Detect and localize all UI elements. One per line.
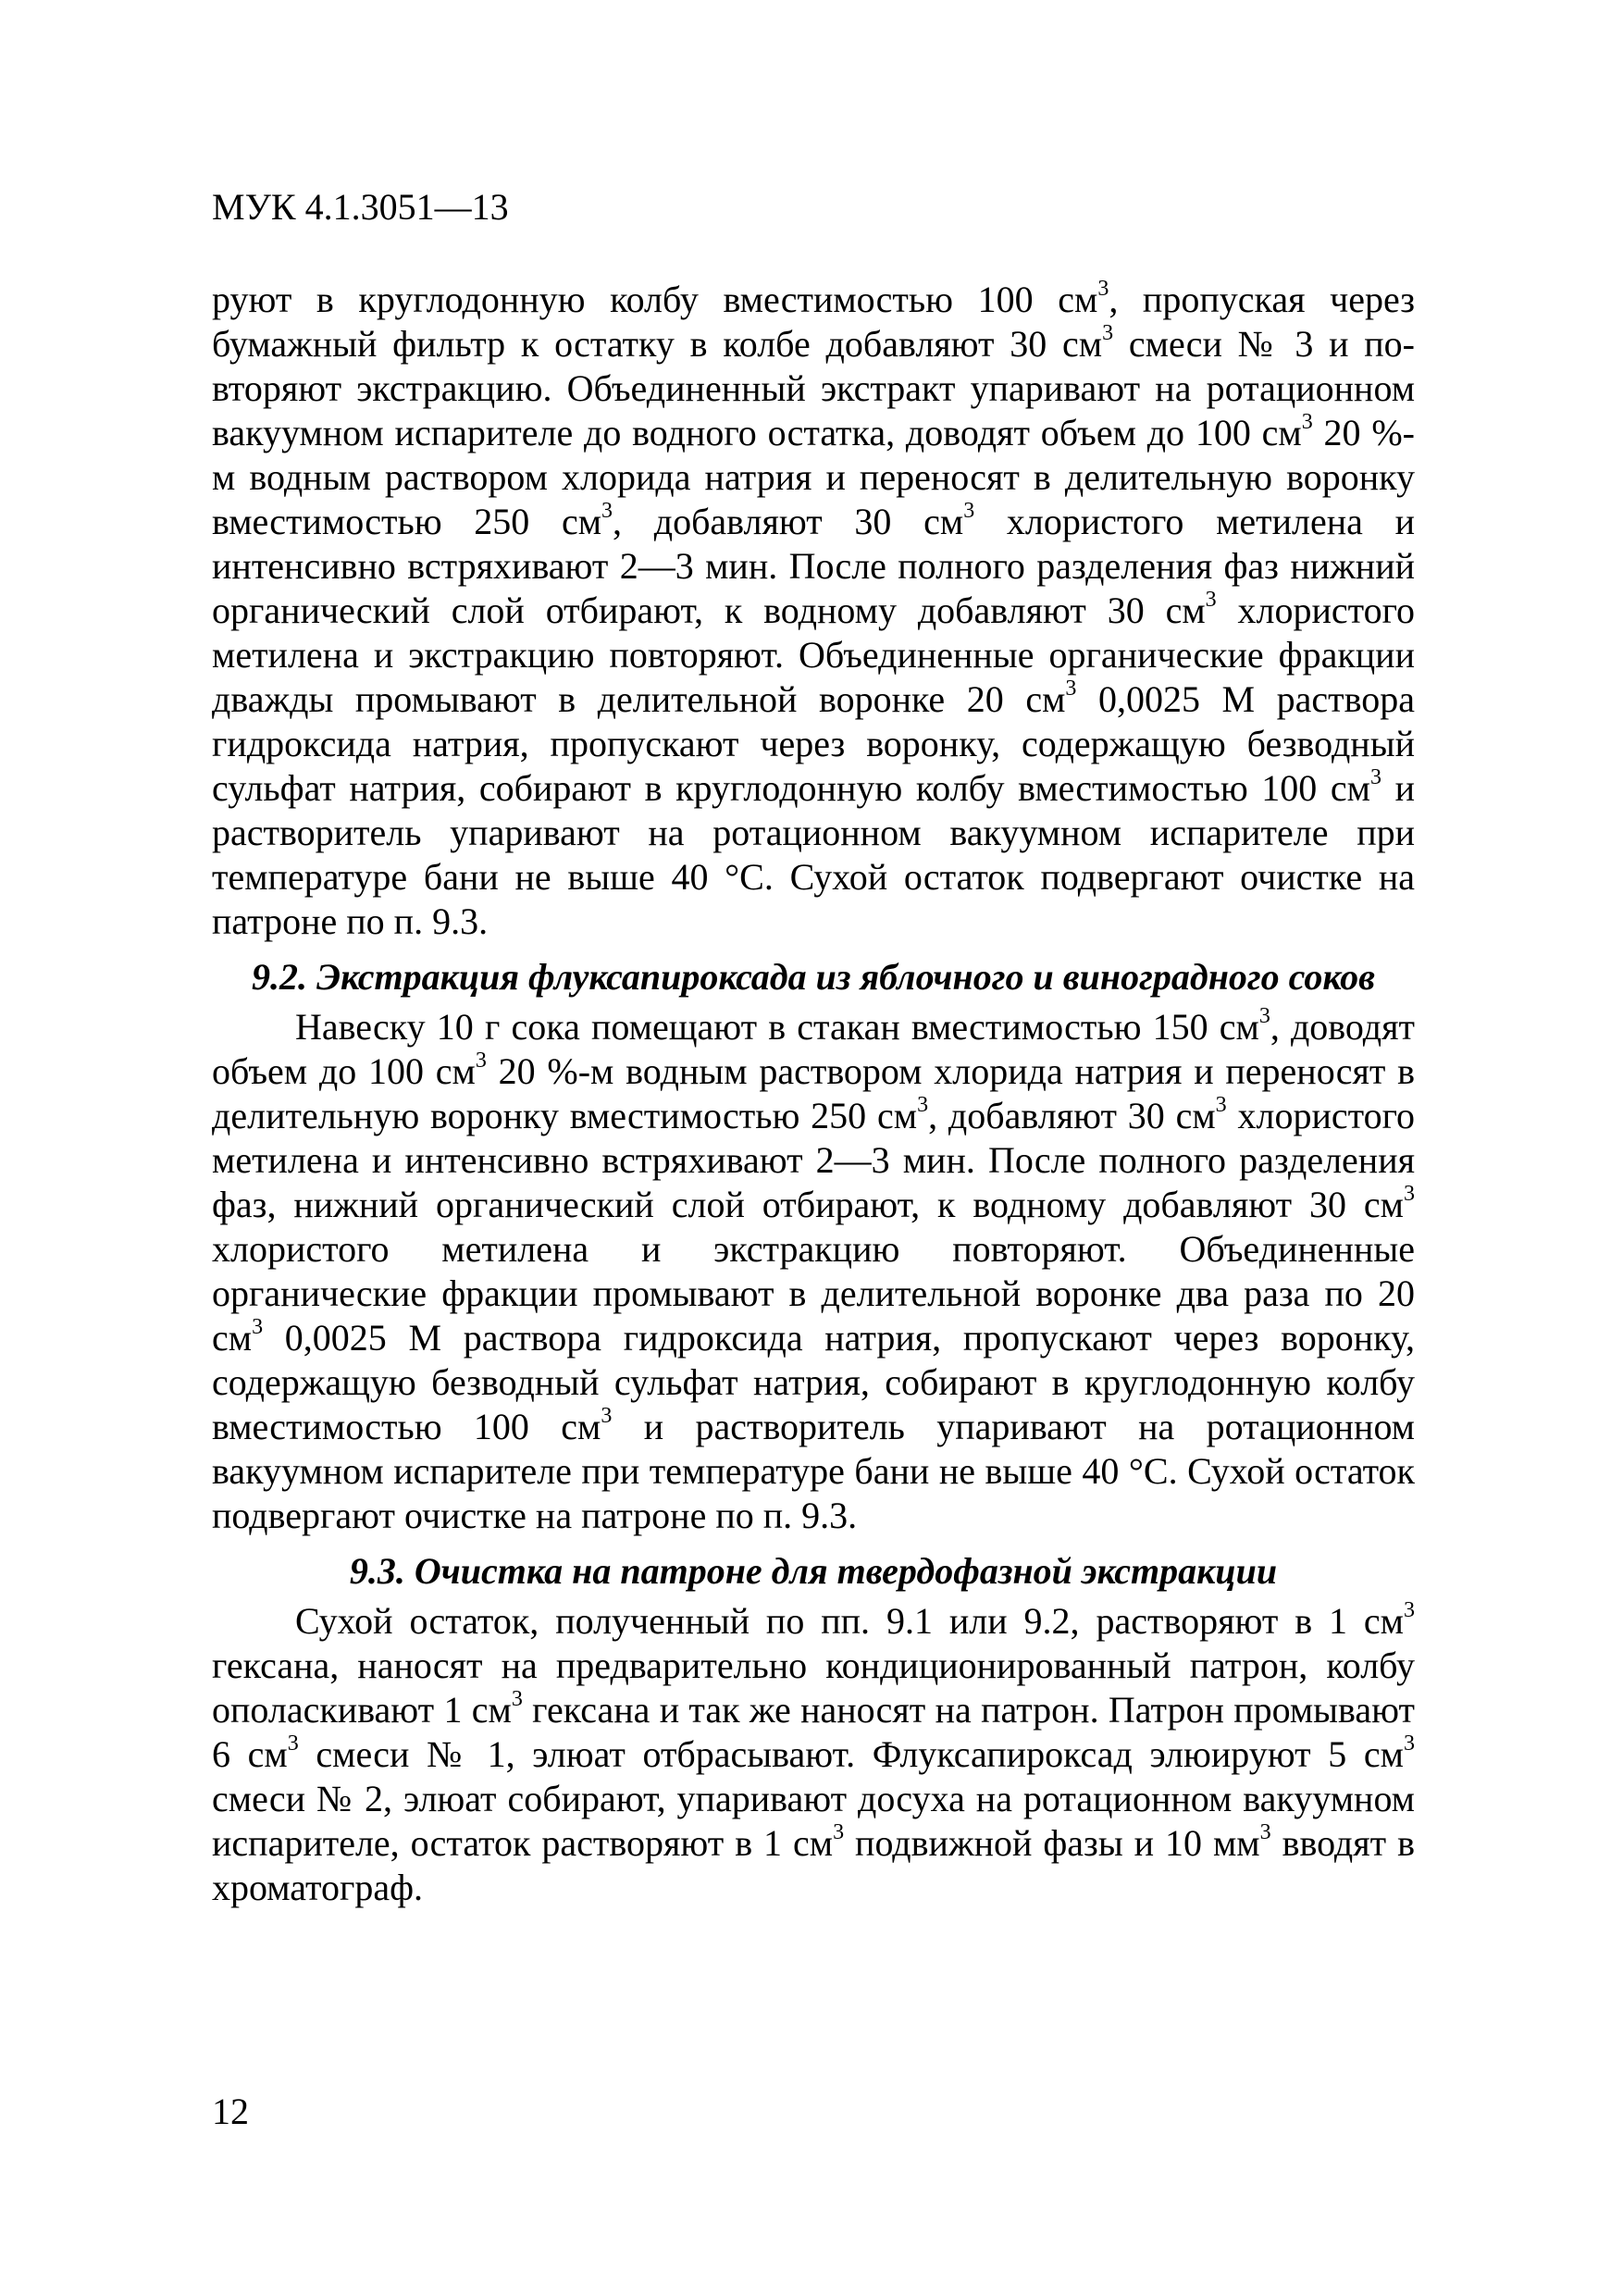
superscript-3: 3: [1258, 1003, 1270, 1028]
superscript-3: 3: [1301, 409, 1313, 434]
superscript-3: 3: [1065, 676, 1077, 701]
superscript-3: 3: [601, 1403, 613, 1428]
running-head: МУК 4.1.3051—13: [212, 186, 509, 228]
superscript-3: 3: [475, 1048, 487, 1073]
superscript-3: 3: [1215, 1092, 1227, 1117]
superscript-3: 3: [963, 498, 975, 523]
superscript-3: 3: [1102, 320, 1114, 345]
superscript-3: 3: [917, 1092, 929, 1117]
section-heading-9-2: 9.2. Экстракция флуксапироксада из яблочного и виноградного соков: [251, 956, 1376, 998]
superscript-3: 3: [511, 1686, 523, 1711]
section-heading-9-3: 9.3. Очистка на патроне для твердофазной экстракции: [349, 1550, 1278, 1592]
continued-paragraph: руют в круглодонную колбу вместимостью 100 $см^3$, пропуская через бумажный фильтр к остатку в колбе добавляют 30 $см^3$ смеси № 3 и повторяют экстракцию. Объединенный экстракт упаривают на ротационном вакуумном испарителе до водного остатка, доводят объем до 100 $см^3$ 20 %-м водным раствором хлорида натрия и переносят в делительную воронку вместимостью 250 $см^3$, добавляют 30 $см^3$ хлористого метилена и интенсивно встряхивают 2—3 мин. После полного разделения фаз нижний органический слой отбирают, к водному добавляют 30 $см^3$ хлористого метилена и экстракцию повторяют. Объединенные органические фракции дважды промывают в делительной воронке 20 $см^3$ 0,0025 М раствора гидроксида натрия, пропускают через воронку, содержащую безводный сульфат натрия, собирают в круглодонную колбу вместимостью 100 $см^3$ и растворитель упаривают на ротационном вакуумном испарителе при температуре бани не выше 40 °С. Сухой остаток подвергают очистке на патроне по п. 9.3.: [212, 276, 1416, 942]
page-number: 12: [212, 2091, 249, 2132]
superscript-3: 3: [1259, 1819, 1271, 1844]
superscript-3: 3: [252, 1314, 264, 1339]
superscript-3: 3: [1404, 1731, 1415, 1756]
superscript-3: 3: [1097, 276, 1109, 301]
superscript-3: 3: [287, 1731, 299, 1756]
superscript-3: 3: [833, 1819, 845, 1844]
superscript-3: 3: [1205, 587, 1217, 612]
superscript-3: 3: [1404, 1181, 1415, 1206]
superscript-3: 3: [1404, 1597, 1415, 1622]
paragraph-9-2: Навеску 10 г сока помещают в стакан вместимостью 150 $см^3$, доводят объем до 100 $см^3$ 20 %-м водным раствором хлорида натрия и переносят в делительную воронку вместимостью 250 $см^3$, добавляют 30 $см^3$ хлористого метилена и интенсивно встряхивают 2—3 мин. После полного разделения фаз, нижний органический слой отбирают, к водному добавляют 30 $см^3$ хлористого метилена и экстракцию повторяют. Объединенные органические фракции промывают в делительной воронке два раза по 20 $см^3$ 0,0025 М раствора гидроксида натрия, пропускают через воронку, содержащую безводный сульфат натрия, собирают в круглодонную колбу вместимостью 100 $см^3$ и растворитель упаривают на ротационном вакуумном испарителе при температуре бани не выше 40 °С. Сухой остаток подвергают очистке на патроне по п. 9.3.: [212, 1003, 1416, 1536]
superscript-3: 3: [601, 498, 613, 523]
paragraph-9-3: Сухой остаток, полученный по пп. 9.1 или 9.2, растворяют в 1 $см^3$ гексана, наносят на предварительно кондиционированный патрон, колбу ополаскивают 1 $см^3$ гексана и так же наносят на патрон. Патрон промывают 6 $см^3$ смеси № 1, элюат отбрасывают. Флуксапироксад элюируют 5 $см^3$ смеси № 2, элюат собирают, упаривают досуха на ротационном вакуумном испарителе, остаток растворяют в 1 $см^3$ подвижной фазы и 10 $мм^3$ вводят в хроматограф.: [212, 1597, 1416, 1908]
body-text: [212, 278, 1415, 1910]
superscript-3: 3: [1369, 764, 1381, 789]
